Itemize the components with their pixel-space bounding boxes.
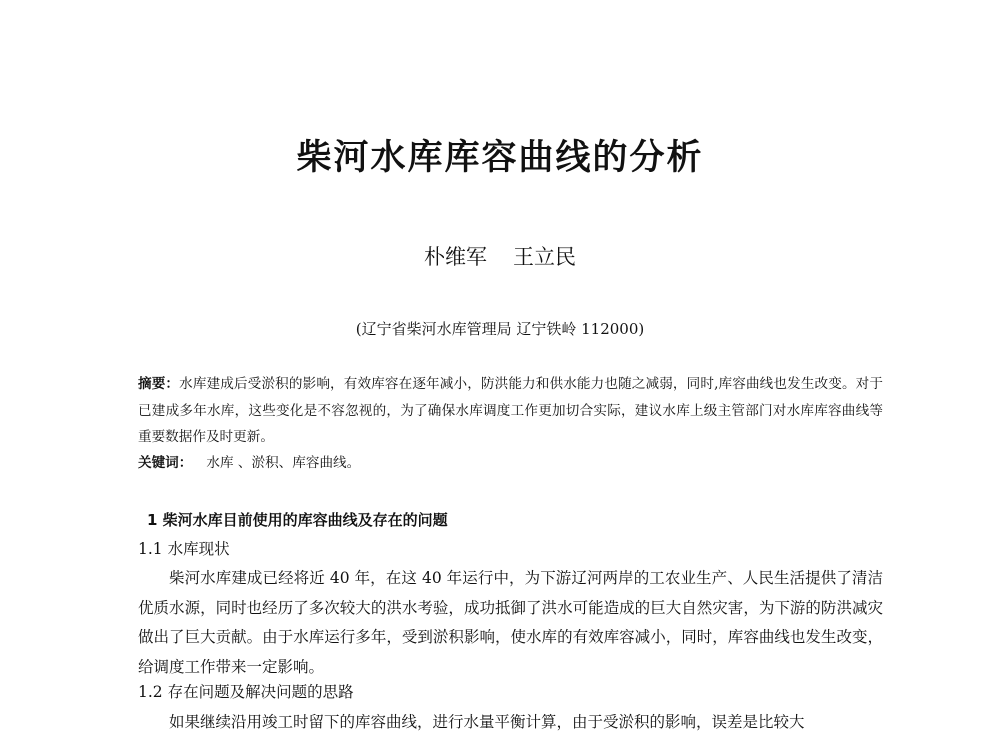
abstract-label: 摘要：	[138, 376, 180, 392]
abstract	[138, 371, 883, 451]
author-name: 王立民	[513, 245, 576, 269]
section-1-2-heading: 1.2 存在问题及解决问题的思路	[138, 683, 354, 701]
abstract-text: 水库建成后受淤积的影响，有效库容在逐年减小，防洪能力和供水能力也随之减弱，同时,库容曲线也发生改变。对于已建成多年水库，这些变化是不容忽视的，为了确保水库调度工作更加切合实际，建议水库上级主管部门对水库库容曲线等重要数据作及时更新。	[138, 376, 883, 445]
affiliation: (辽宁省柴河水库管理局 辽宁铁岭 112000)	[355, 320, 645, 338]
keywords-label: 关键词：	[138, 455, 193, 471]
section-1-1-paragraph: 柴河水库建成已经将近 40 年，在这 40 年运行中，为下游辽河两岸的工农业生产、人民生活提供了清洁优质水源，同时也经历了多次较大的洪水考验，成功抵御了洪水可能造成的巨大自然灾害，为下游的防洪减灾做出了巨大贡献。由于水库运行多年，受到淤积影响，使水库的有效库容减小，同时，库容曲线也发生改变，给调度工作带来一定影响。	[138, 569, 883, 676]
keywords-text: 水库 、淤积、库容曲线。	[206, 455, 361, 471]
paper-title: 柴河水库库容曲线的分析	[296, 138, 704, 178]
author-list	[0, 242, 1000, 272]
section-1-1-heading: 1.1 水库现状	[138, 540, 230, 558]
keywords	[138, 452, 883, 474]
section-1-heading: 1 柴河水库目前使用的库容曲线及存在的问题	[147, 511, 448, 529]
author-name: 朴维军	[424, 245, 487, 269]
section-1-2-paragraph: 如果继续沿用竣工时留下的库容曲线，进行水量平衡计算，由于受淤积的影响，误差是比较大	[169, 713, 805, 731]
